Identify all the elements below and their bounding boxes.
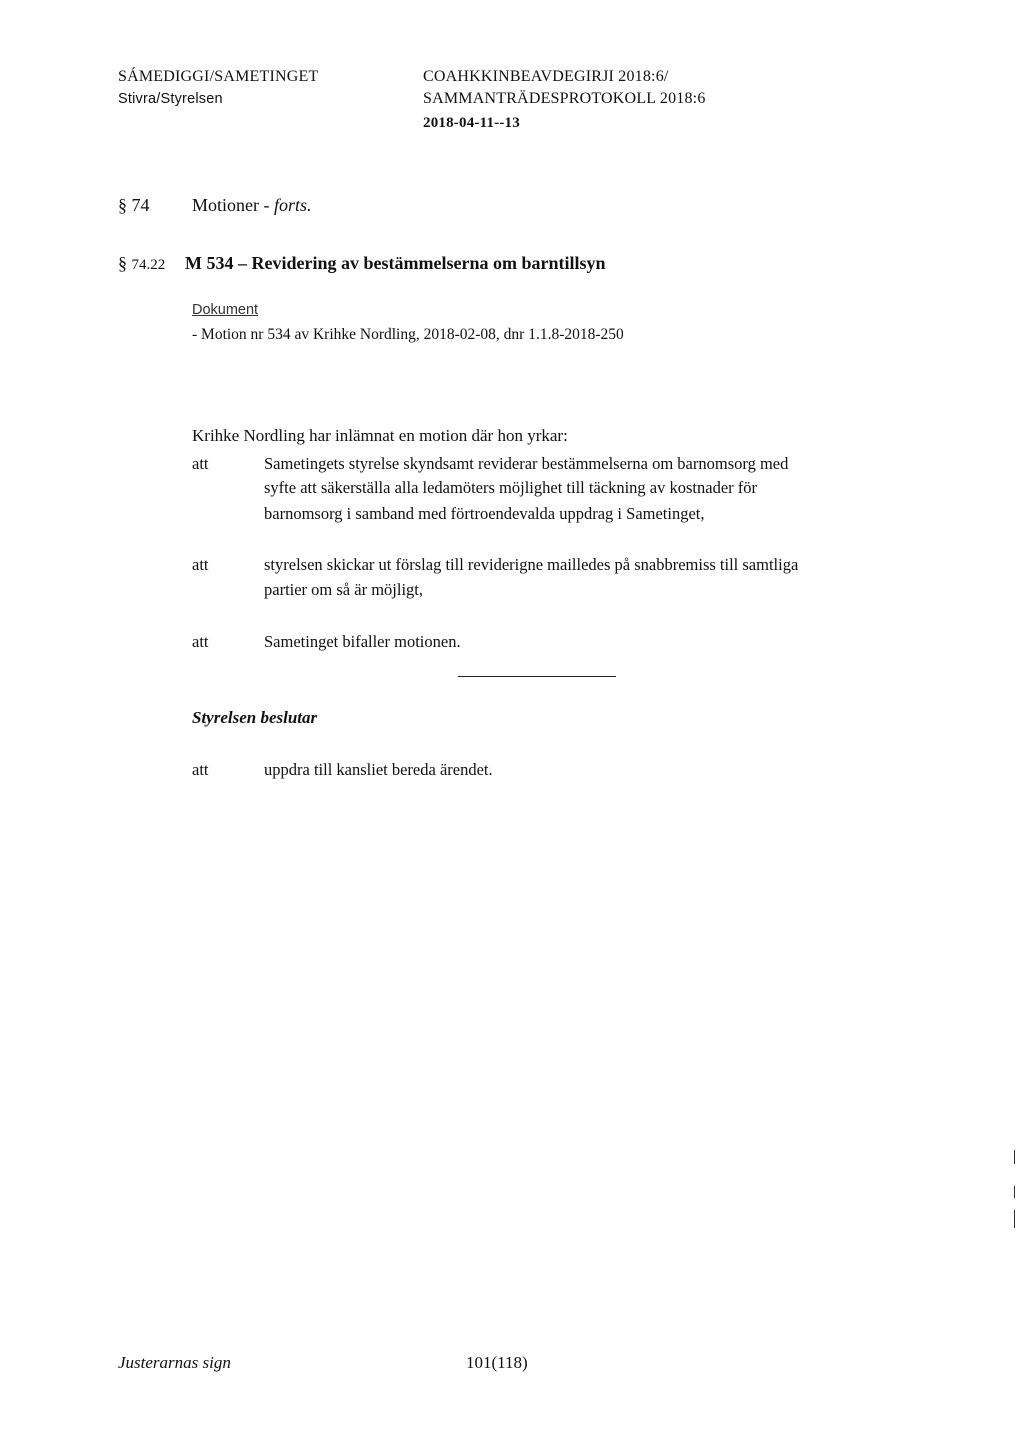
subsection-title: M 534 – Revidering av bestämmelserna om barntillsyn [185, 253, 606, 273]
page-number: 101(118) [466, 1353, 528, 1372]
protocol-subtitle: SAMMANTRÄDESPROTOKOLL 2018:6 [423, 90, 706, 107]
decision-text: uppdra till kansliet bereda ärendet. [264, 760, 493, 779]
claim-1-label: att [192, 454, 209, 473]
meeting-dates: 2018-04-11--13 [423, 115, 520, 131]
claim-2-label: att [192, 555, 209, 574]
subsection-7422 [118, 253, 165, 274]
documents-heading: Dokument [192, 302, 259, 318]
claim-2-line-1: styrelsen skickar ut förslag till reviderigne mailledes på snabbremiss till samtliga [264, 555, 799, 574]
org-unit: Stivra/Styrelsen [118, 91, 223, 107]
separator-line [458, 676, 616, 677]
protocol-title: COAHKKINBEAVDEGIRJI 2018:6/ [423, 68, 669, 85]
margin-mark [1014, 1186, 1015, 1198]
org-name: SÁMEDIGGI/SAMETINGET [118, 68, 319, 85]
subsection-symbol: § [118, 253, 127, 273]
subsection-number: 74.22 [131, 257, 166, 273]
section-74 [118, 195, 150, 216]
section-title-forts: forts. [273, 195, 312, 215]
section-number: 74 [131, 195, 150, 215]
margin-mark [1014, 1210, 1015, 1228]
claim-1-line-1: Sametingets styrelse skyndsamt reviderar bestämmelserna om barnomsorg med [264, 454, 789, 473]
section-symbol: § [118, 195, 127, 215]
decision-label: att [192, 760, 209, 779]
margin-mark [1014, 1150, 1015, 1164]
claim-3-label: att [192, 632, 209, 651]
document-item: - Motion nr 534 av Krihke Nordling, 2018-02-08, dnr 1.1.8-2018-250 [192, 326, 624, 343]
section-title-text: Motioner - [192, 195, 274, 215]
claim-1-line-2: syfte att säkerställa alla ledamöters möjlighet till täckning av kostnader för [264, 478, 758, 497]
intro-text: Krihke Nordling har inlämnat en motion där hon yrkar: [192, 426, 568, 445]
claim-3-line-1: Sametinget bifaller motionen. [264, 632, 461, 651]
claim-2-line-2: partier om så är möjligt, [264, 580, 423, 599]
section-title [192, 195, 312, 216]
signature-label: Justerarnas sign [118, 1353, 231, 1372]
decision-heading: Styrelsen beslutar [192, 708, 318, 727]
claim-1-line-3: barnomsorg i samband med förtroendevalda uppdrag i Sametinget, [264, 504, 705, 523]
